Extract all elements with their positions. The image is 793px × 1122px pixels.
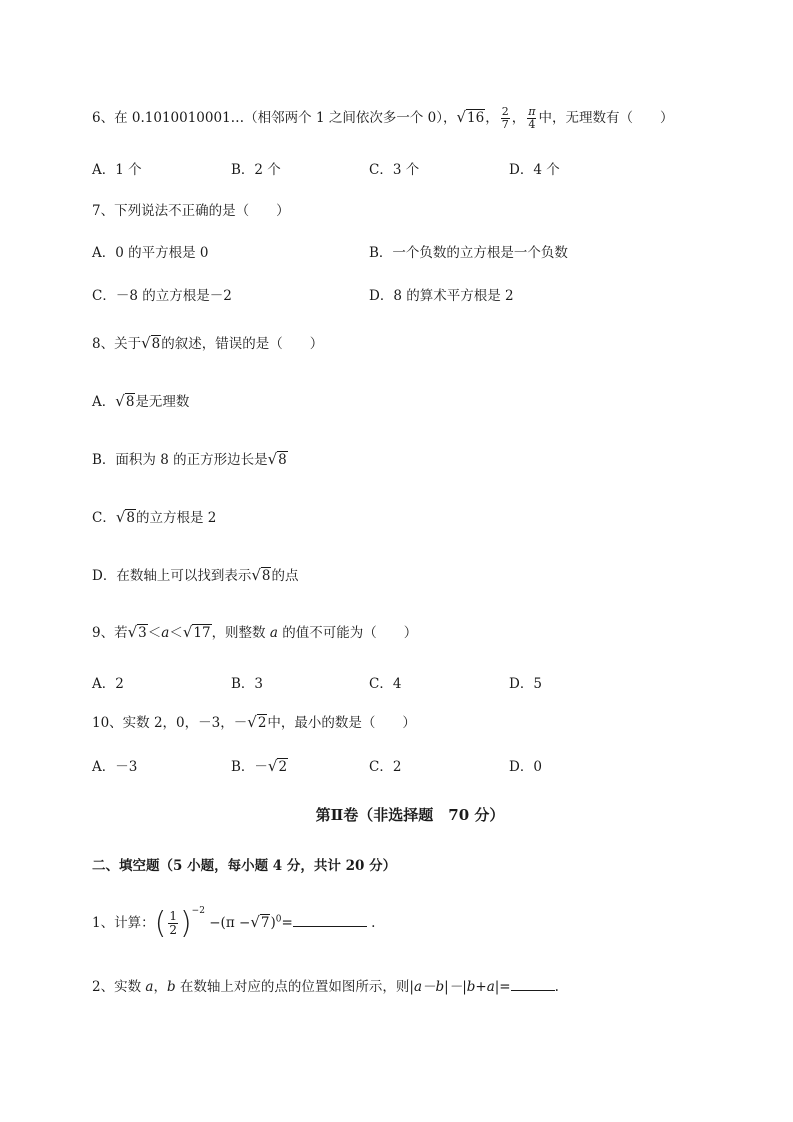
question-9-stem: 9、若√3＜a＜√17，则整数 a 的值不可能为（ ） <box>92 623 418 641</box>
sqrt-2: √2 <box>267 757 288 775</box>
q6-option-d[interactable]: D．4 个 <box>509 162 560 178</box>
sqrt-8: √8 <box>115 392 135 410</box>
question-7-stem: 7、下列说法不正确的是（ ） <box>92 203 290 219</box>
fill-in-1: 1、计算：( $\frac{1}{2}$ )$^{-2} -(\pi -√7)^0=$ . <box>92 906 376 941</box>
q10-option-c[interactable]: C．2 <box>369 759 402 775</box>
q10-option-b[interactable]: B．－√2 <box>231 757 288 775</box>
right-paren: ) <box>179 906 192 941</box>
q9-option-b[interactable]: B．3 <box>231 676 264 692</box>
sqrt-16: √16 <box>456 108 485 126</box>
q6-option-c[interactable]: C．3 个 <box>369 162 420 178</box>
sqrt-8: √8 <box>115 508 135 526</box>
fraction-2-7: $\frac{2}{7}$ <box>501 105 509 131</box>
fill-in-2: 2、实数 a，b 在数轴上对应的点的位置如图所示，则|a－b|－|b+a|= . <box>92 979 559 995</box>
part-2-title: 第Ⅱ卷（非选择题 70 分） <box>315 806 505 824</box>
left-paren: ( <box>154 906 167 941</box>
fraction-1-2: $\frac{1}{2}$ <box>169 909 177 937</box>
q7-option-b[interactable]: B．一个负数的立方根是一个负数 <box>369 245 568 261</box>
q8-option-b[interactable]: B．面积为 8 的正方形边长是√8 <box>92 450 287 468</box>
question-6-stem: 6、在 0.1010010001…（相邻两个 1 之间依次多一个 0），√16， $\frac{2}{7}$ ， $\frac{\pi}{4}$ 中，无理数有（ ） <box>92 105 674 131</box>
question-10-stem: 10、实数 2，0，－3，－√2中，最小的数是（ ） <box>92 713 416 731</box>
sqrt-8: √8 <box>267 450 287 468</box>
sqrt-3: √3 <box>127 623 147 641</box>
q10-option-a[interactable]: A．－3 <box>92 759 138 775</box>
q8-option-d[interactable]: D．在数轴上可以找到表示√8的点 <box>92 566 299 584</box>
q7-option-a[interactable]: A．0 的平方根是 0 <box>92 245 209 261</box>
sqrt-2: √2 <box>247 713 267 731</box>
sqrt-8: √8 <box>251 566 271 584</box>
q10-option-d[interactable]: D．0 <box>509 759 542 775</box>
q6-option-a[interactable]: A．1 个 <box>92 162 142 178</box>
section-title-fill-in: 二、填空题（5 小题，每小题 4 分，共计 20 分） <box>92 858 397 874</box>
q6-option-b[interactable]: B．2 个 <box>231 162 281 178</box>
sqrt-17: √17 <box>182 623 211 641</box>
q7-option-d[interactable]: D．8 的算术平方根是 2 <box>369 288 514 304</box>
q9-option-a[interactable]: A．2 <box>92 676 124 692</box>
q7-option-c[interactable]: C．－8 的立方根是－2 <box>92 288 232 304</box>
q9-option-c[interactable]: C．4 <box>369 676 402 692</box>
q8-option-a[interactable]: A．√8是无理数 <box>92 392 190 410</box>
fraction-pi-4: $\frac{\pi}{4}$ <box>528 105 536 131</box>
sqrt-8: √8 <box>141 334 161 352</box>
q8-option-c[interactable]: C．√8的立方根是 2 <box>92 508 217 526</box>
q9-option-d[interactable]: D．5 <box>509 676 542 692</box>
sqrt-7: √7 <box>250 913 270 931</box>
answer-blank[interactable] <box>293 914 367 927</box>
question-8-stem: 8、关于√8的叙述，错误的是（ ） <box>92 334 324 352</box>
answer-blank[interactable] <box>511 978 555 991</box>
